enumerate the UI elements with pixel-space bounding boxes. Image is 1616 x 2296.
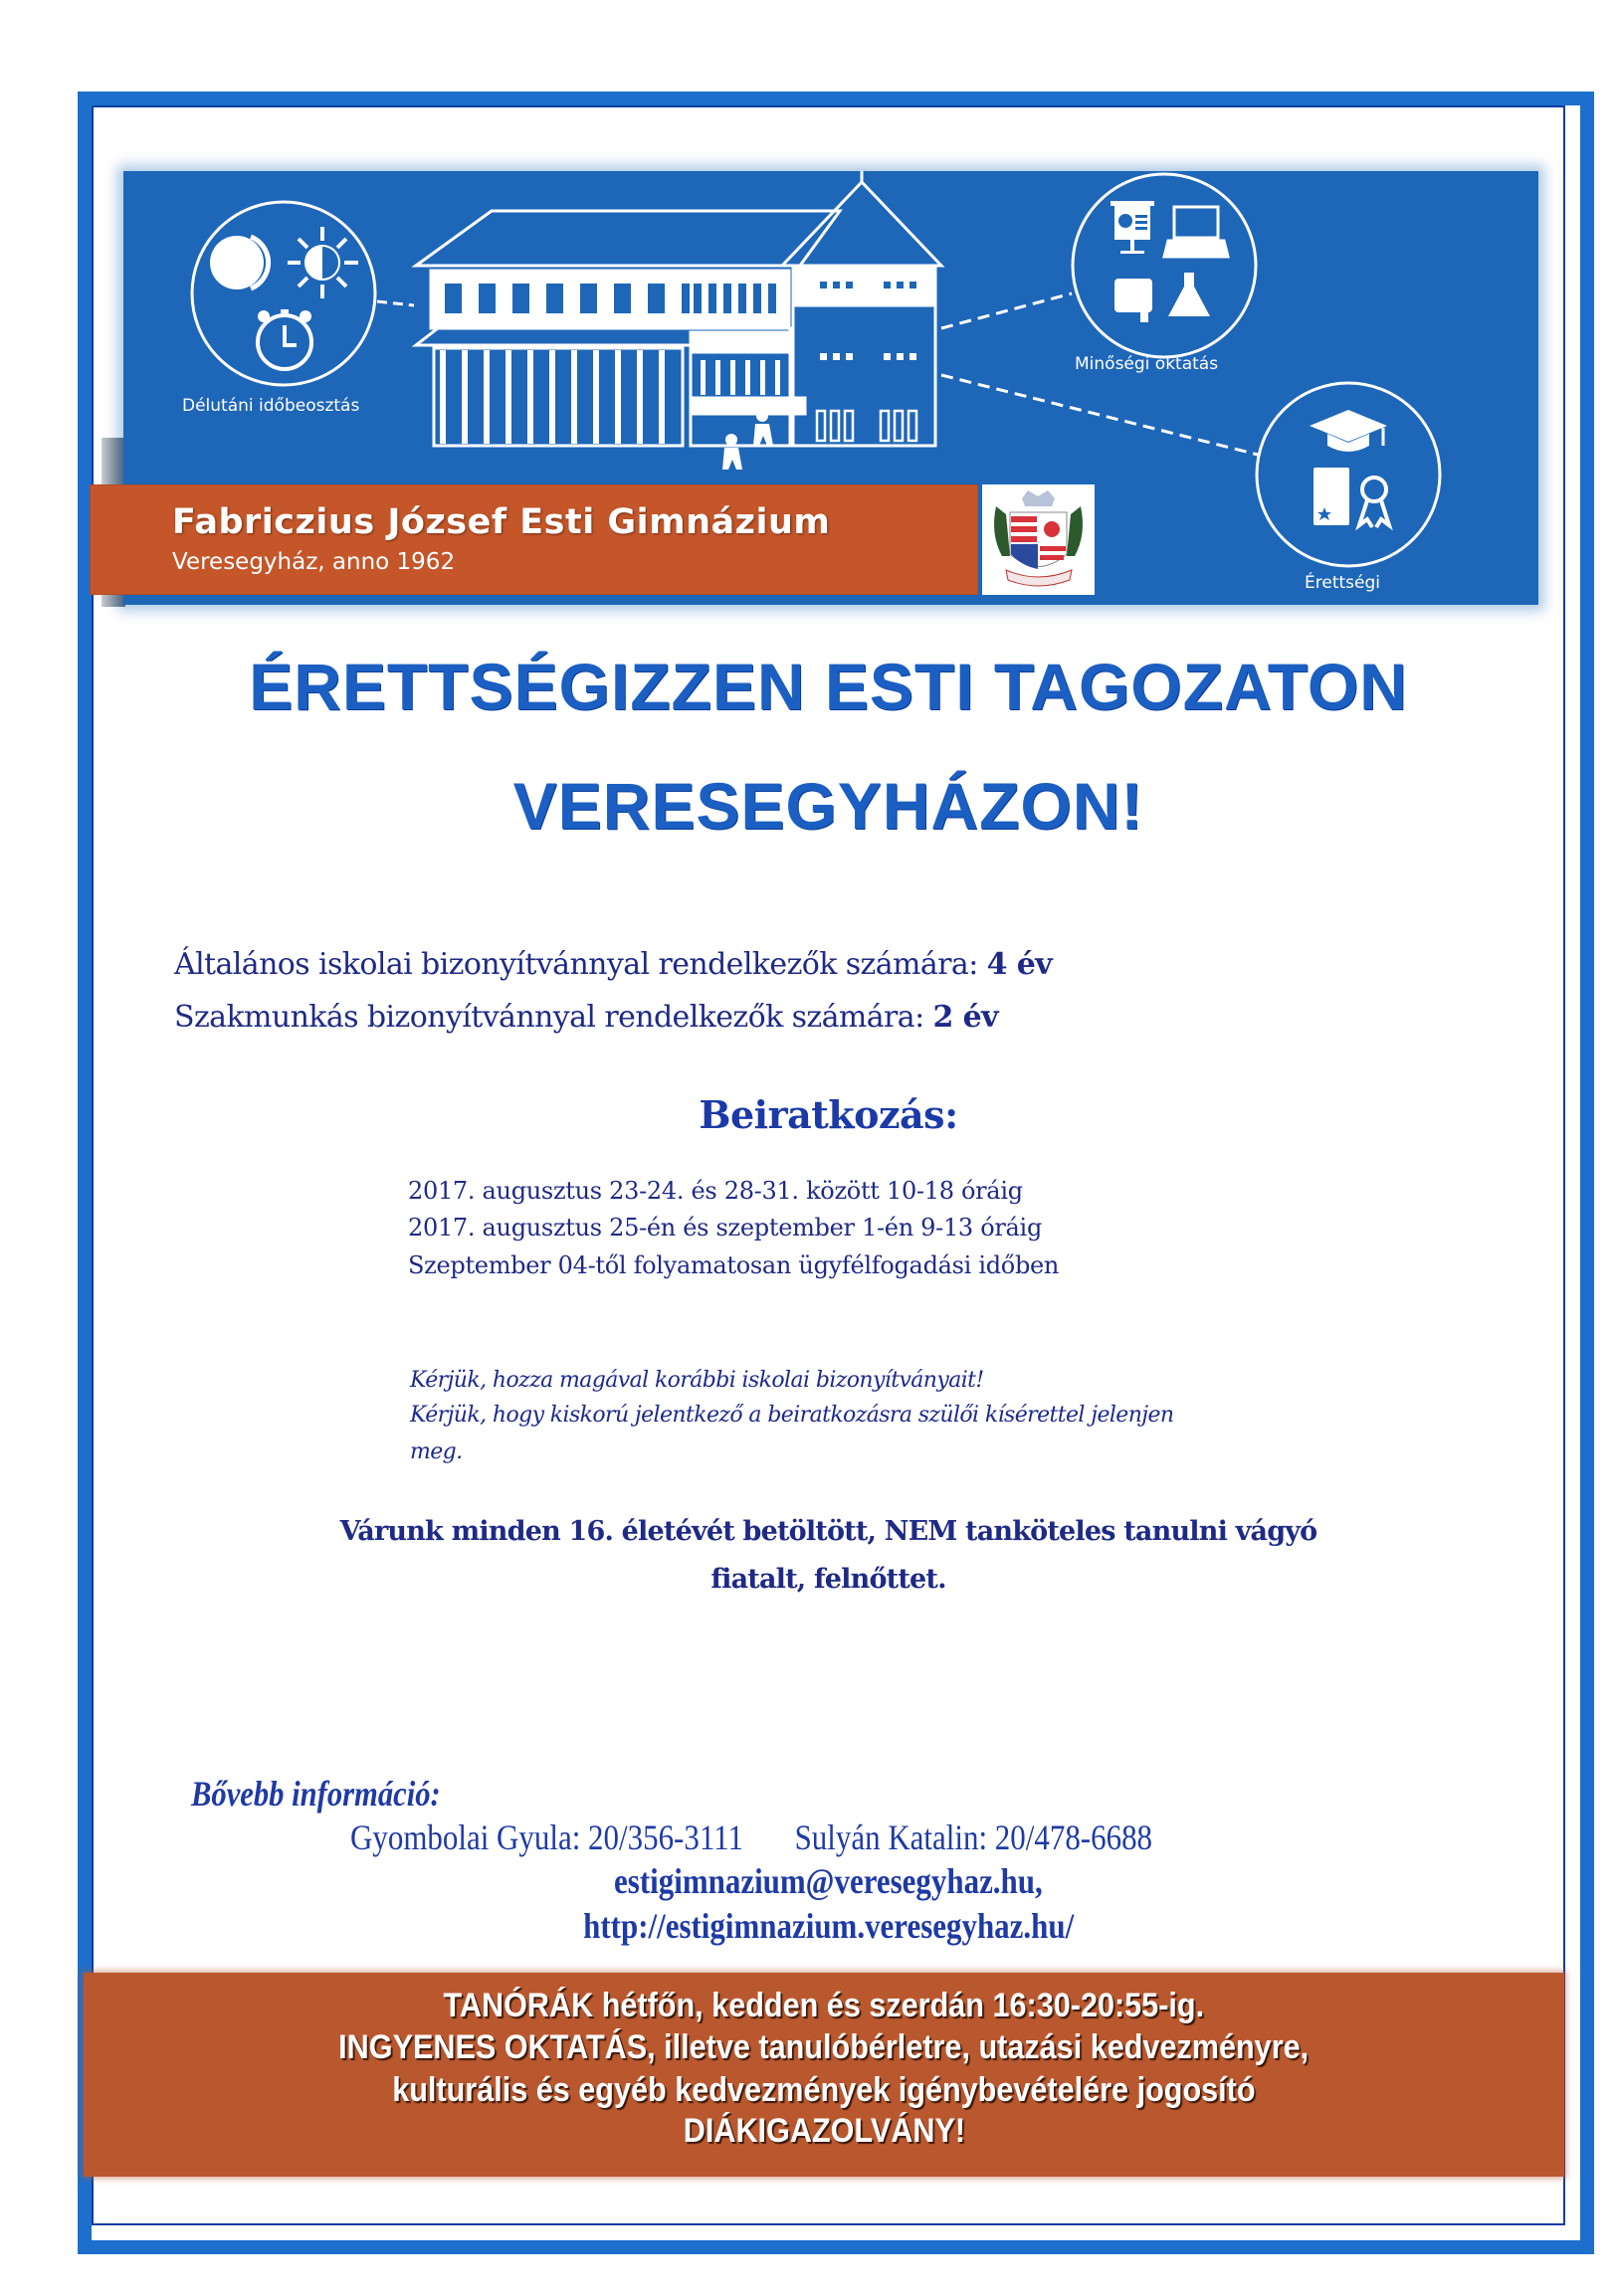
contact-website: [92, 1905, 1565, 1947]
laptop-icon: [1164, 207, 1228, 257]
building-doors: [817, 411, 916, 441]
contact-sulyan: Sulyán Katalin: 20/478-6688: [794, 1818, 1153, 1857]
welcome-line-2: fiatalt, felnőttet.: [710, 1564, 946, 1595]
requirement-text: Szakmunkás bizonyítvánnyal rendelkezők számára:: [174, 1000, 933, 1035]
enrollment-date: 2017. augusztus 25-én és szeptember 1-én 9-13 óráig: [408, 1214, 1043, 1242]
quality-education-circle-icon: [1073, 174, 1256, 357]
enrollment-note: Kérjük, hogy kiskorú jelentkező a beiratkozásra szülői kísérettel jelenjen: [410, 1403, 1174, 1428]
footer-line: [84, 2071, 1564, 2110]
flask-icon: [1168, 273, 1210, 316]
contact-gyombolai: Gyombolai Gyula: 20/356-3111: [350, 1818, 743, 1857]
footer-line: [84, 1987, 1564, 2025]
graduation-cap-icon: [1310, 410, 1387, 452]
requirement-vocational: [174, 1000, 998, 1035]
requirement-text: Általános iskolai bizonyítvánnyal rendelkezők számára:: [174, 947, 987, 982]
icon-label-quality: Minőségi oktatás: [1075, 354, 1219, 374]
sun-icon: [288, 227, 358, 298]
footer-highlight-box: [84, 1973, 1564, 2177]
enrollment-note: meg.: [410, 1439, 463, 1464]
icon-label-schedule: Délutáni időbeosztás: [182, 396, 360, 416]
book-icon: [1114, 279, 1152, 322]
footer-text: kulturális és egyéb kedvezmények igénybevételére jogosító: [392, 2071, 1256, 2109]
enrollment-title: Beiratkozás:: [699, 1092, 958, 1137]
certificate-icon: [1313, 468, 1349, 525]
school-subtitle: Veresegyház, anno 1962: [172, 549, 456, 575]
presentation-board-icon: [1111, 201, 1154, 254]
footer-text: TANÓRÁK hétfőn, kedden és szerdán 16:30-20:55-ig.: [443, 1987, 1205, 2024]
requirement-duration: 2 év: [932, 1000, 998, 1035]
website-link[interactable]: http://estigimnazium.veresegyhaz.hu/: [582, 1906, 1075, 1946]
award-ribbon-icon: [1359, 478, 1389, 527]
school-name: Fabriczius József Esti Gimnázium: [172, 502, 831, 542]
moon-icon: [210, 236, 269, 289]
requirement-duration: 4 év: [986, 947, 1053, 982]
footer-text: INGYENES OKTATÁS, illetve tanulóbérletre, utazási kedvezményre,: [338, 2028, 1310, 2066]
connector-dash: [941, 375, 1258, 455]
school-title-bar: [90, 484, 978, 595]
headline-line-1: ÉRETTSÉGIZZEN ESTI TAGOZATON: [249, 650, 1408, 723]
email-link[interactable]: estigimnazium@veresegyhaz.hu,: [614, 1861, 1043, 1901]
more-info-title: Bővebb információ:: [191, 1774, 441, 1814]
coat-of-arms-logo: [982, 484, 1095, 595]
footer-text: DIÁKIGAZOLVÁNY!: [683, 2112, 965, 2150]
students-icon: [722, 410, 773, 470]
alarm-clock-icon: [258, 311, 311, 369]
welcome-line-1: Várunk minden 16. életévét betöltött, NEM tanköteles tanulni vágyó: [339, 1516, 1317, 1547]
schedule-circle-icon: [192, 202, 375, 385]
footer-line: [84, 2112, 1564, 2151]
connector-dash: [941, 293, 1072, 328]
connector-dash: [377, 301, 414, 305]
enrollment-note: Kérjük, hozza magával korábbi iskolai bizonyítványait!: [410, 1368, 984, 1393]
enrollment-date: Szeptember 04-től folyamatosan ügyfélfogadási időben: [408, 1251, 1060, 1279]
contact-phones: [350, 1817, 1152, 1858]
contact-email: [92, 1860, 1565, 1902]
crest-icon: [982, 484, 1095, 595]
footer-line: [84, 2028, 1564, 2067]
icon-label-graduation: Érettségi: [1305, 573, 1380, 593]
headline-line-2: VERESEGYHÁZON!: [512, 769, 1144, 843]
enrollment-date: 2017. augusztus 23-24. és 28-31. között 10-18 óráig: [408, 1177, 1023, 1205]
requirement-general-school: [174, 947, 1052, 982]
